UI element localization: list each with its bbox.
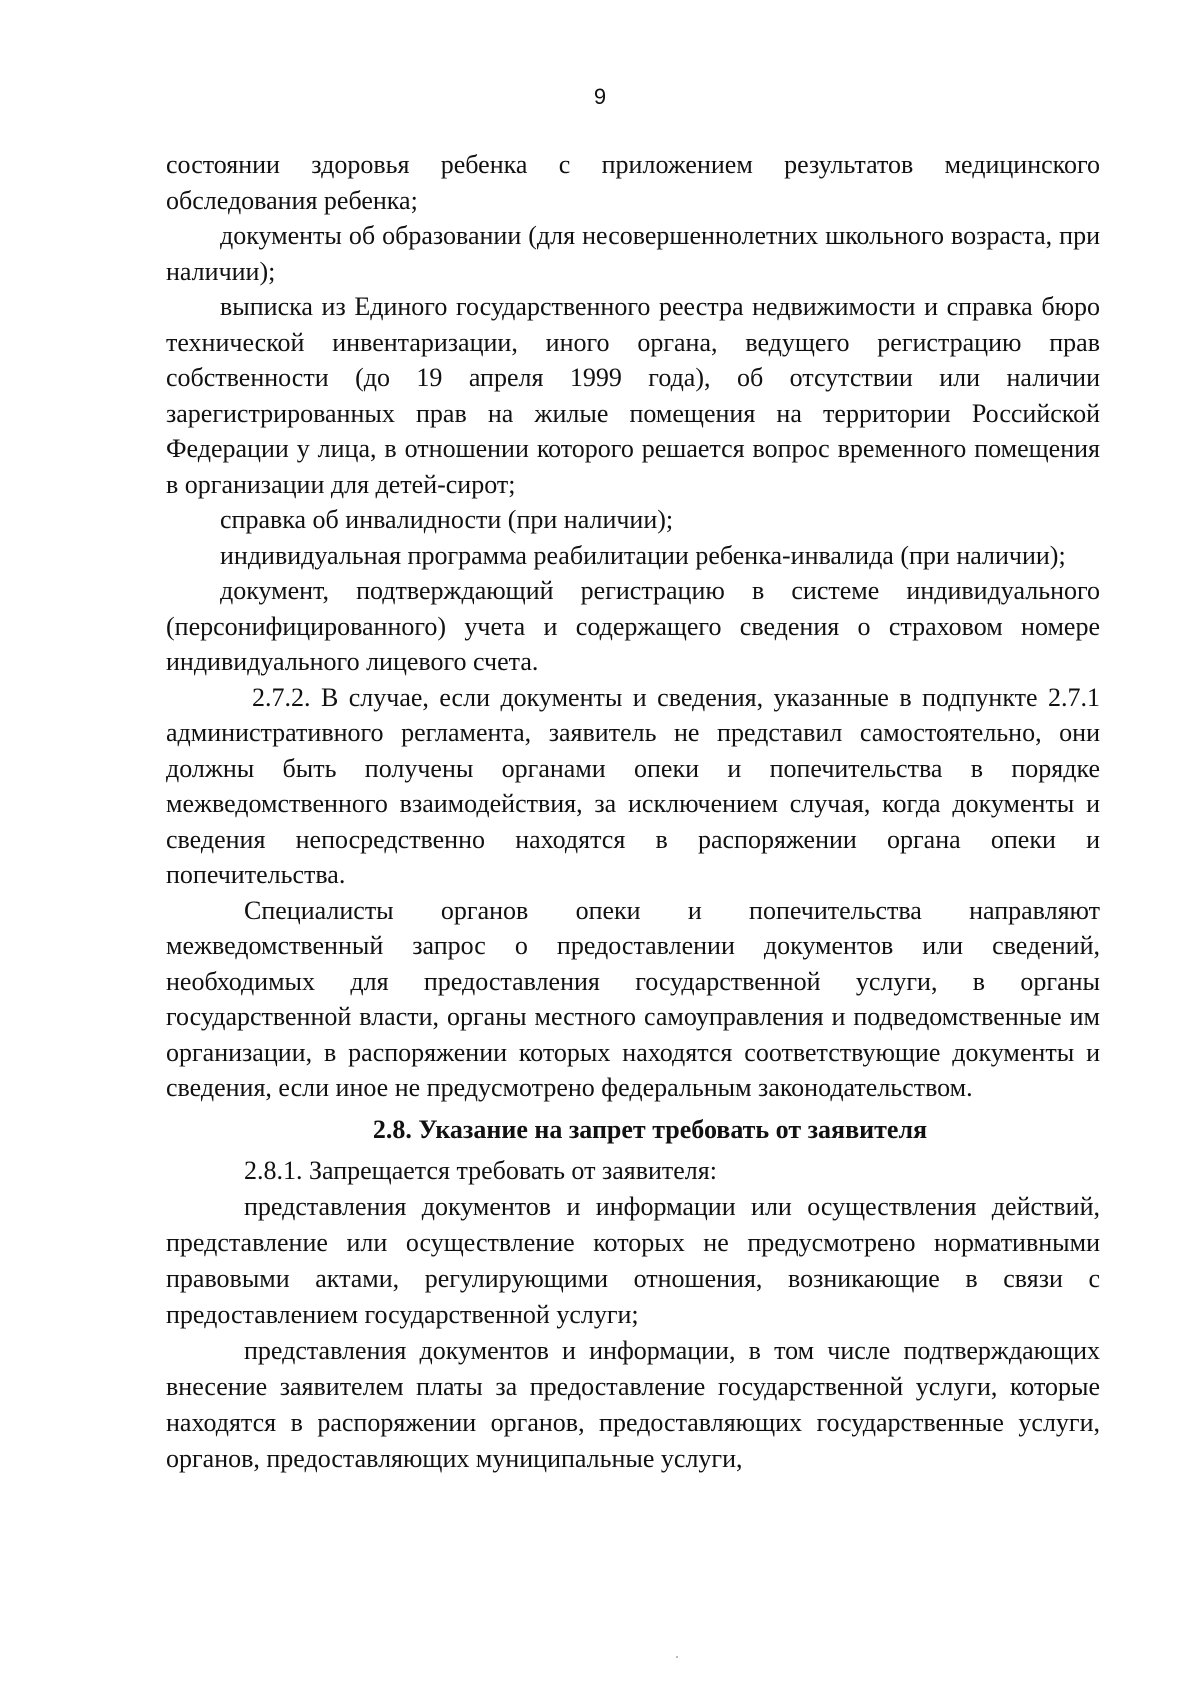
paragraph-group-top [166, 147, 1100, 1106]
paragraph-prohibited-documents: представления документов и информации, в том числе подтверждающих внесение заявителем платы за предоставление государственной услуги, которые находятся в распоряжении органов, предоставляющих государственные услуги, органов, предоставляющих муниципальные услуги, [166, 1336, 1100, 1473]
paragraph-rehabilitation-program: индивидуальная программа реабилитации ребенка-инвалида (при наличии); [220, 540, 1066, 570]
scan-speck [676, 1656, 678, 1658]
paragraph-health-state: состоянии здоровья ребенка с приложением результатов медицинского обследования ребенка; [166, 150, 1100, 215]
paragraph-disability-certificate: справка об инвалидности (при наличии); [220, 505, 674, 534]
paragraph-insurance-registration: документ, подтверждающий регистрацию в системе индивидуального (персонифицированного) учета и содержащего сведения о страховом номере индивидуального лицевого счета. [166, 576, 1100, 676]
paragraph-group-bottom [166, 1153, 1100, 1477]
paragraph-2-8-1: 2.8.1. Запрещается требовать от заявителя: [244, 1156, 717, 1185]
paragraph-interagency-request: Специалисты органов опеки и попечительства направляют межведомственный запрос о предоставлении документов или сведений, необходимых для предоставления государственной услуги, в органы государственной власти, органы местного самоуправления и подведомственные им организации, в распоряжении которых находятся соответствующие документы и сведения, если иное не предусмотрено федеральным законодательством. [166, 895, 1100, 1102]
paragraph-registry-extract: выписка из Единого государственного реестра недвижимости и справка бюро технической инвентаризации, иного органа, ведущего регистрацию прав собственности (до 19 апреля 1999 года), об отсутствии или наличии зарегистрированных прав на жилые помещения на территории Российской Федерации у лица, в отношении которого решается вопрос временного помещения в организации для детей-сирот; [166, 292, 1100, 499]
page-number: 9 [593, 84, 607, 109]
paragraph-prohibited-actions: представления документов и информации или осуществления действий, представление или осуществление которых не предусмотрено нормативными правовыми актами, регулирующими отношения, возникающие в связи с предоставлением государственной услуги; [166, 1192, 1100, 1329]
paragraph-education-docs: документы об образовании (для несовершеннолетних школьного возраста, при наличии); [166, 221, 1100, 286]
section-heading: 2.8. Указание на запрет требовать от заявителя [372, 1114, 928, 1144]
document-body [166, 147, 1100, 1477]
paragraph-2-7-2: 2.7.2. В случае, если документы и сведения, указанные в подпункте 2.7.1 административного регламента, заявитель не представил самостоятельно, они должны быть получены органами опеки и попечительства в порядке межведомственного взаимодействия, за исключением случая, когда документы и сведения непосредственно находятся в распоряжении органа опеки и попечительства. [166, 682, 1100, 889]
